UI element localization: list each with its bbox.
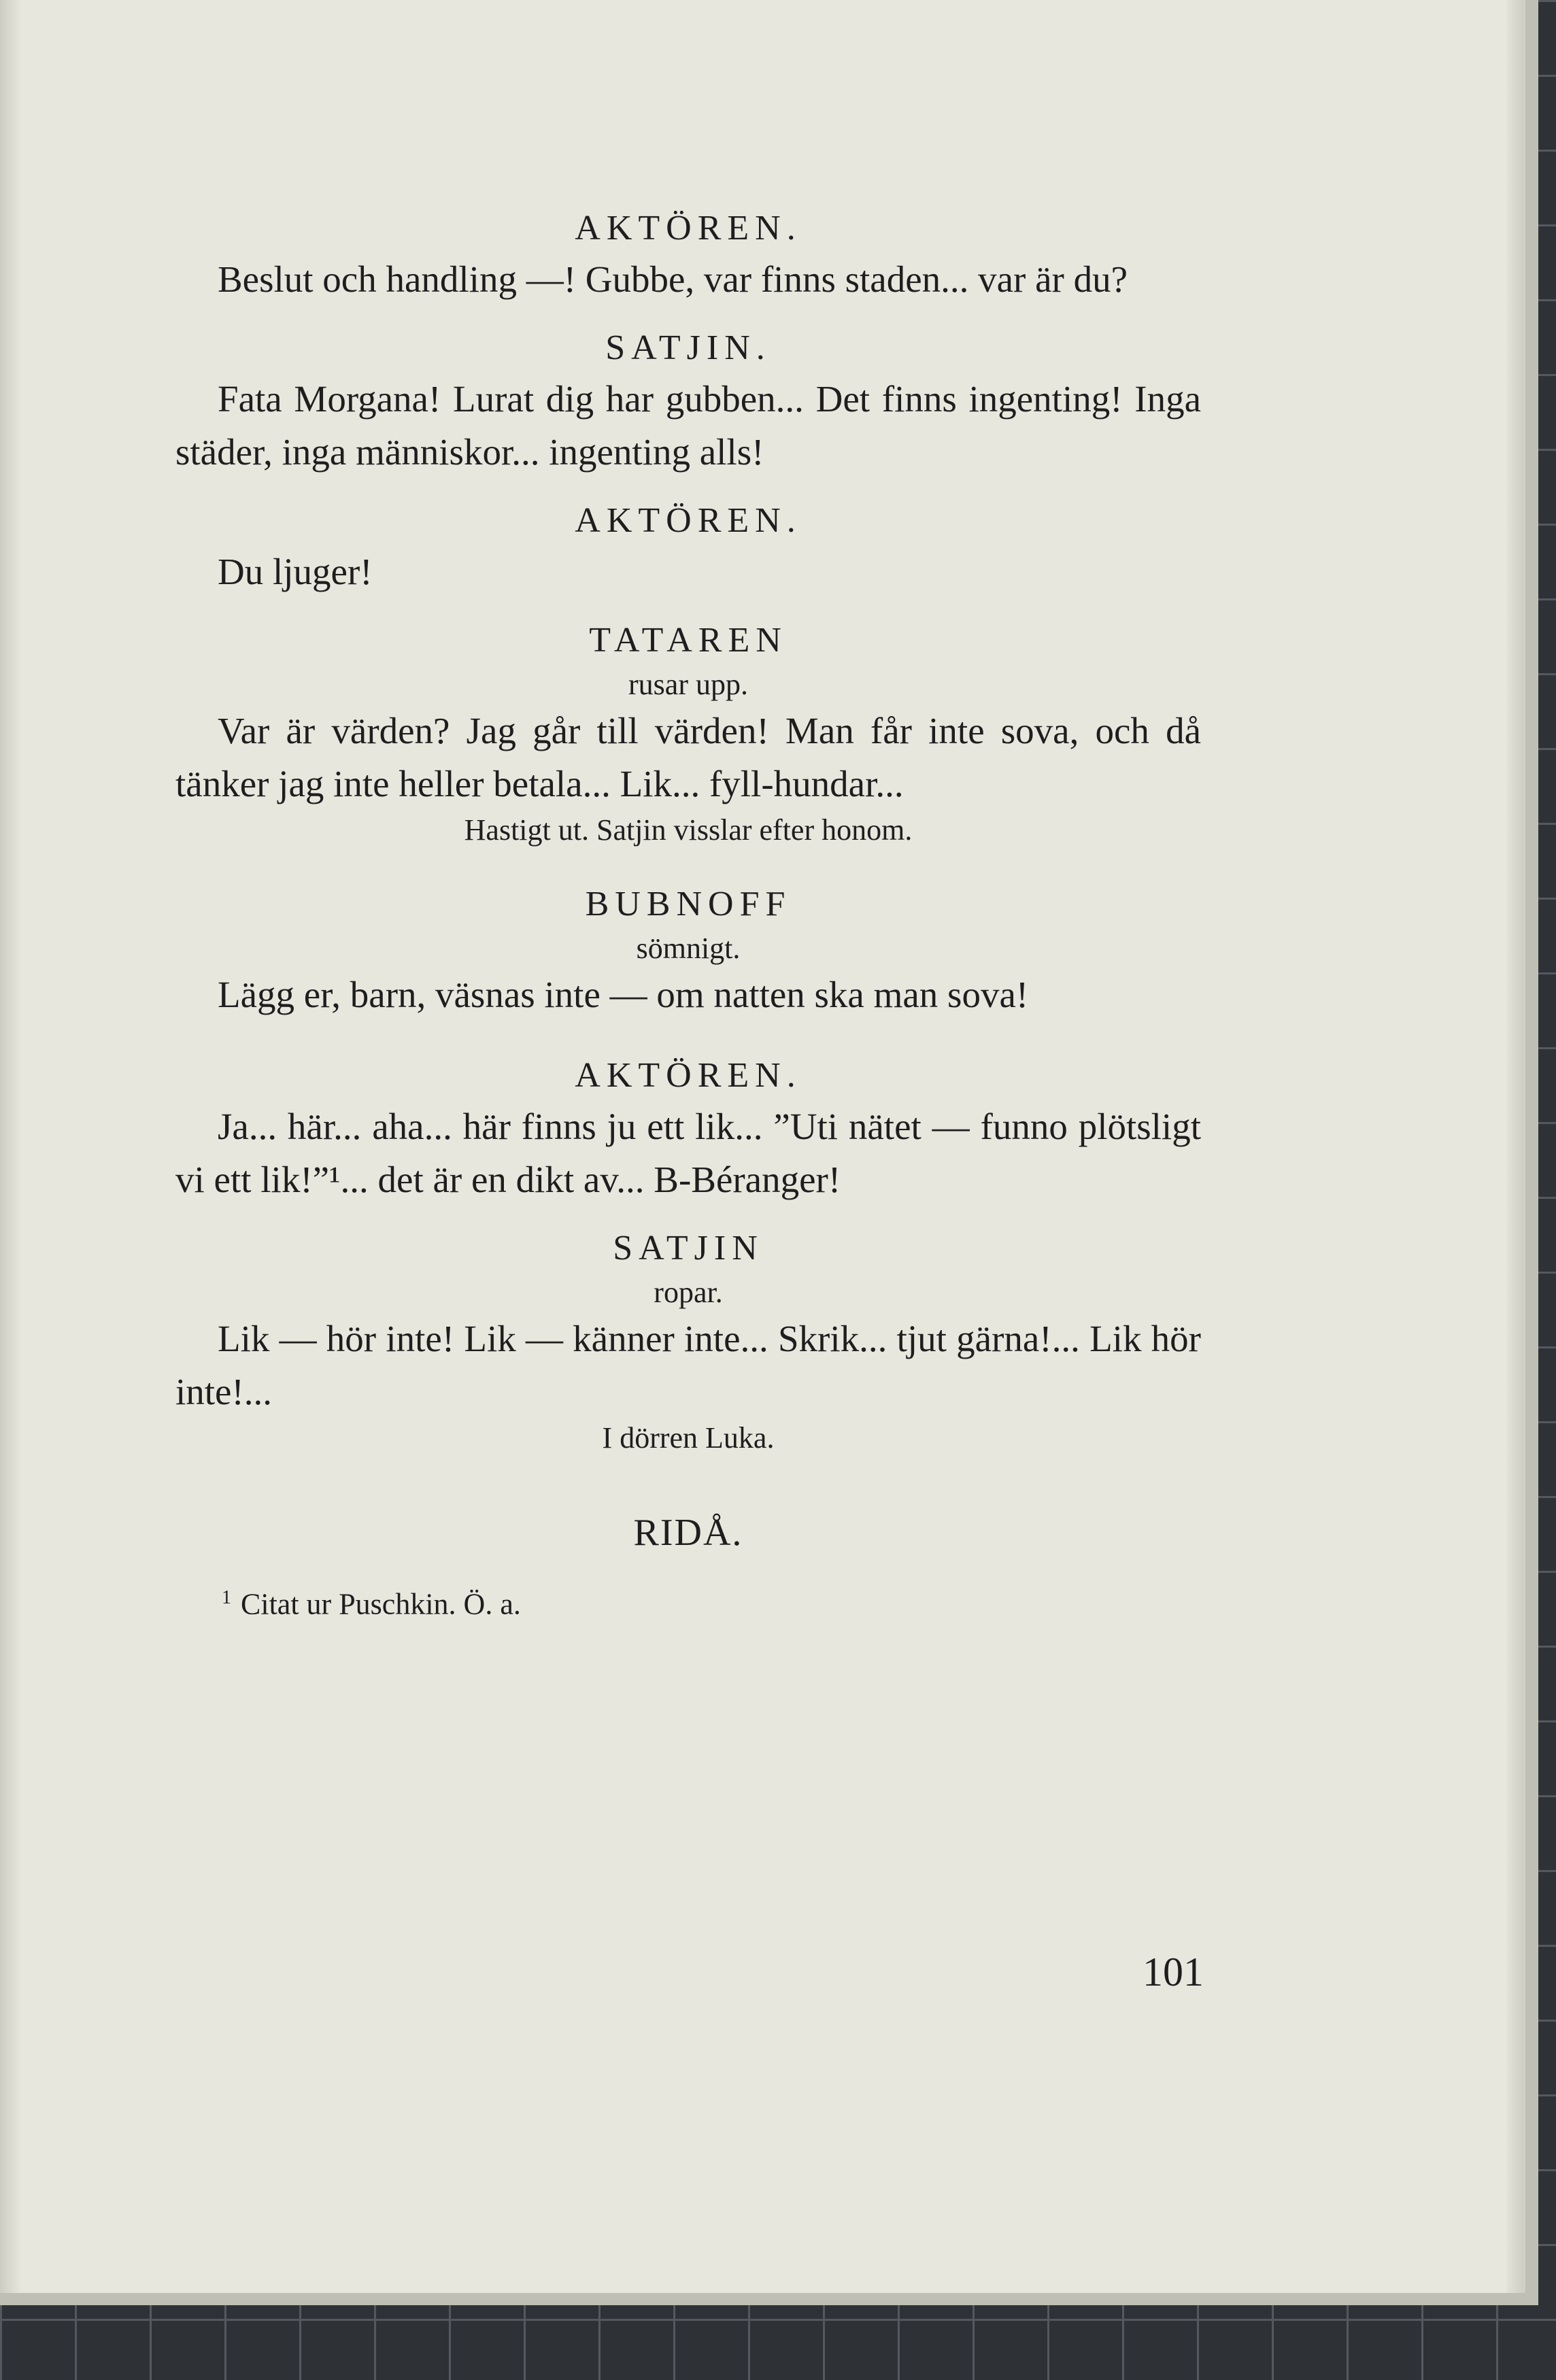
speaker-name: AKTÖREN.: [575, 209, 802, 248]
dialogue-line: Beslut och handling —! Gubbe, var finns staden... var är du?: [218, 258, 1128, 300]
footnote: [175, 1578, 1201, 1625]
speaker-name: TATAREN: [589, 621, 788, 660]
stage-direction: Hastigt ut. Satjin visslar efter honom.: [464, 813, 913, 847]
page-gutter: [0, 0, 22, 2293]
footnote-text: Citat ur Puschkin. Ö. a.: [241, 1587, 521, 1621]
stage-direction: I dörren Luka.: [602, 1421, 775, 1455]
dialogue-line: Du ljuger!: [218, 551, 373, 592]
curtain-heading: RIDÅ.: [633, 1512, 743, 1554]
page-outer-edge: [1506, 0, 1523, 2293]
play-text: [175, 204, 1201, 1625]
stage-direction: rusar upp.: [628, 668, 748, 701]
dialogue-line: Fata Morgana! Lurat dig har gubben... Det finns ingenting! Inga städer, inga människor... ingenting alls!: [175, 378, 1201, 473]
speaker-name: BUBNOFF: [585, 885, 792, 923]
stage-direction: sömnigt.: [636, 932, 741, 965]
page-number: 101: [1143, 1950, 1204, 1994]
dialogue-line: Lägg er, barn, väsnas inte — om natten ska man sova!: [218, 974, 1029, 1015]
speaker-name: AKTÖREN.: [575, 501, 802, 540]
speaker-name: AKTÖREN.: [575, 1056, 802, 1095]
dialogue-line: Var är värden? Jag går till värden! Man får inte sova, och då tänker jag inte heller betala... Lik... fyll-hundar...: [175, 710, 1201, 804]
footnote-mark: 1: [222, 1587, 231, 1608]
speaker-name: SATJIN.: [605, 328, 771, 367]
speaker-name: SATJIN: [613, 1229, 764, 1268]
dialogue-line: Ja... här... aha... här finns ju ett lik... ”Uti nätet — funno plötsligt vi ett lik!”¹... det är en dikt av... B-Béranger!: [175, 1106, 1201, 1200]
stage-direction: ropar.: [654, 1276, 723, 1309]
dialogue-line: Lik — hör inte! Lik — känner inte... Skrik... tjut gärna!... Lik hör inte!...: [175, 1318, 1201, 1412]
